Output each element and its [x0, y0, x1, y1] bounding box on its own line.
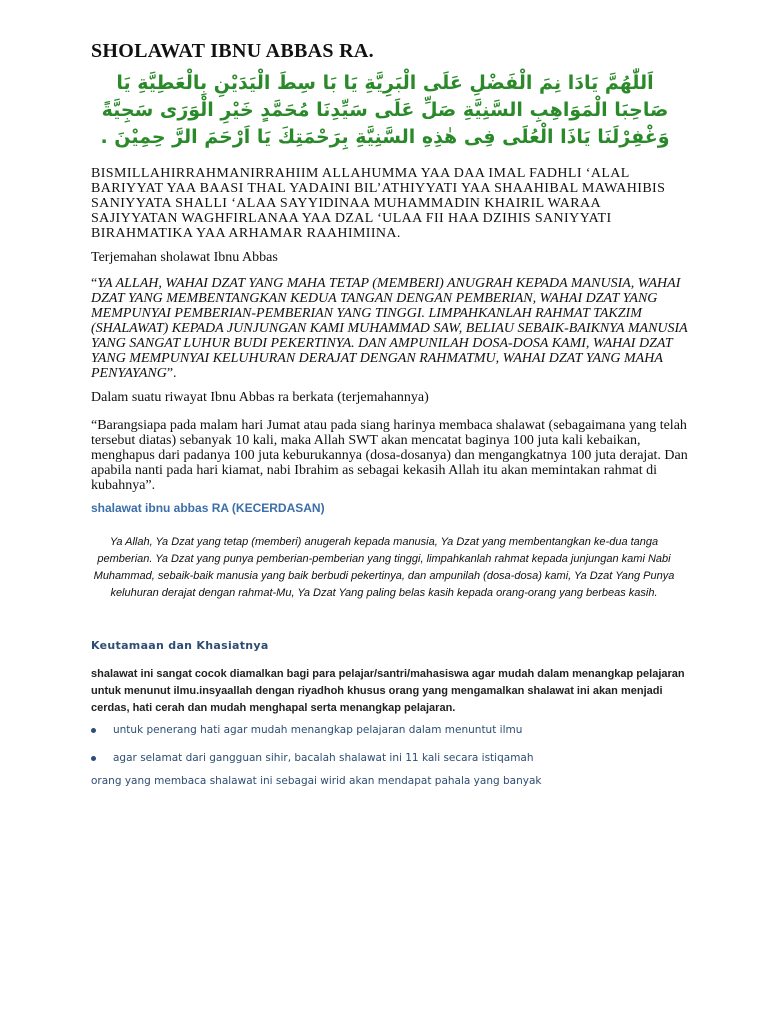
translation-paragraph [91, 276, 691, 381]
italic-translation: Ya Allah, Ya Dzat yang tetap (memberi) anugerah kepada manusia, Ya Dzat yang membentangkan ke-dua tanga pemberian. Ya Dzat yang punya pemberian-pemberian yang tinggi, limpahkanlah rahmat kepada junjungan kami Nabi Muhammad, sebaik-baik manusia yang baik berbudi pekertinya, dan ampunilah (dosa-dosa) kami, Ya Dzat Yang Punya keluhuran derajat dengan rahmat-Mu, Ya Dzat Yang paling belas kasih kepada orang-orang yang berbeas kasih. [93, 536, 675, 599]
list-item-text: agar selamat dari gangguan sihir, bacalah shalawat ini 11 kali secara istiqamah [113, 752, 534, 764]
narration-intro: Dalam suatu riwayat Ibnu Abbas ra berkata (terjemahannya) [91, 390, 429, 405]
narration-paragraph: “Barangsiapa pada malam hari Jumat atau pada siang harinya membaca shalawat (sebagaimana yang telah tersebut diatas) sebanyak 10 kali, maka Allah SWT akan mencatat baginya 100 juta kali kebaikan, menghapus dari padanya 100 juta keburukannya (dosa-dosanya) dan mengangkatnya 100 juta derajat. Dan apabila nanti pada hari kiamat, nabi Ibrahim as sebagai kekasih Allah itu akan memintakan rahmat di kubahnya”. [91, 418, 688, 493]
list-item [91, 750, 691, 778]
list-item-text: untuk penerang hati agar mudah menangkap pelajaran dalam menuntut ilmu [113, 724, 523, 736]
list-item [91, 722, 691, 750]
benefits-list [91, 722, 691, 778]
transliteration-paragraph: BISMILLAHIRRAHMANIRRAHIIM ALLAHUMMA YAA DAA IMAL FADHLI ‘ALAL BARIYYAT YAA BAASI THAL YADAINI BIL’ATHIYYATI YAA SHAAHIBAL MAWAHIBIS SANIYYATA SHALLI ‘ALAA SAYYIDINAA MUHAMMADIN KHAIRIL WARAA SAJIYYATAN WAGHFIRLANAA YAA DZAL ‘ULAA FII HAA DZIHIS SANIYYATI BIRAHMATIKA YAA ARHAMAR RAAHIMIINA. [91, 166, 666, 241]
bullet-icon [91, 728, 96, 733]
benefits-heading: Keutamaan dan Khasiatnya [91, 639, 269, 652]
section-heading: shalawat ibnu abbas RA (KECERDASAN) [91, 501, 325, 515]
benefits-paragraph: shalawat ini sangat cocok diamalkan bagi para pelajar/santri/mahasiswa agar mudah dalam menangkap pelajaran untuk menunut ilmu.insyaallah dengan riyadhoh khusus orang yang mengamalkan shalawat ini akan menjadi cerdas, hati cerah dan mudah menghapal serta menangkap pelajaran. [91, 668, 685, 714]
arabic-prayer-text: اَللّٰهُمَّ يَادَا نِمَ الْفَضْلِ عَلَى الْبَرِيَّةِ يَا بَا سِطَ الْيَدَيْنِ بِالْعَطِيَّةِ يَا صَاحِبَا الْمَوَاهِبِ السَّنِيَّةِ صَلِّ عَلَى سَيِّدِنَا مُحَمَّدٍ خَيْرِ الْوَرَى سَجِيَّةً وَغْفِرْلَنَا يَاذَا الْعُلَى فِى هٰذِهِ السَّنِيَّةِ بِرَحْمَتِكَ يَا اَرْحَمَ الرَّ حِمِيْنَ . [100, 72, 670, 148]
translation-close-quote: ”. [166, 366, 177, 381]
translation-open-quote: “ [91, 276, 98, 291]
translation-text: YA ALLAH, WAHAI DZAT YANG MAHA TETAP (MEMBERI) ANUGRAH KEPADA MANUSIA, WAHAI DZAT YANG MEMBENTANGKAN KEDUA TANGAN DENGAN PEMBERIAN, WAHAI DZAT YANG MEMPUNYAI PEMBERIAN-PEMBERIAN YANG TINGGI. LIMPAHKANLAH RAHMAT TAKZIM (SHALAWAT) KEPADA JUNJUNGAN KAMI MUHAMMAD SAW, BELIAU SEBAIK-BAIKNYA MANUSIA YANG SANGAT LUHUR BUDI PEKERTINYA. DAN AMPUNILAH DOSA-DOSA KAMI, WAHAI DZAT YANG MEMPUNYAI KELUHURAN DERAJAT DENGAN RAHMATMU, WAHAI DZAT YANG MAHA PENYAYANG [91, 276, 688, 381]
closing-text: orang yang membaca shalawat ini sebagai wirid akan mendapat pahala yang banyak [91, 775, 542, 787]
translation-heading: Terjemahan sholawat Ibnu Abbas [91, 250, 278, 265]
page-title: SHOLAWAT IBNU ABBAS RA. [91, 40, 374, 62]
bullet-icon [91, 756, 96, 761]
